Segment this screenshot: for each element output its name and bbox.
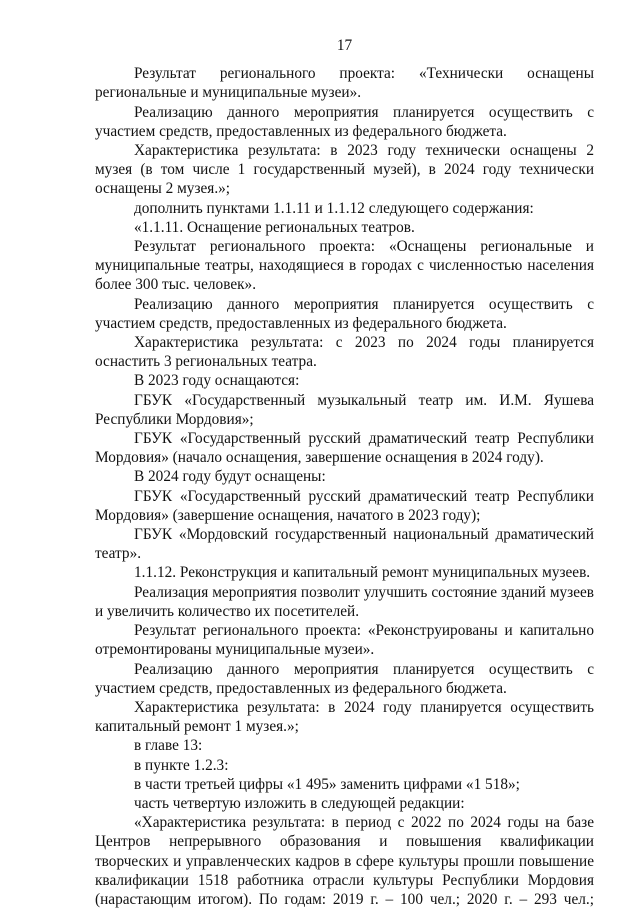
paragraph-funding-2: Реализацию данного мероприятия планируется осуществить с участием средств, предоставленных из федерального бюджета. — [95, 295, 594, 332]
paragraph-improvement: Реализация мероприятия позволит улучшить состояние зданий музеев и увеличить количество их посетителей. — [95, 583, 594, 620]
paragraph-part-four: часть четвертую изложить в следующей редакции: — [134, 794, 465, 812]
paragraph-result-theatres: Результат регионального проекта: «Оснащены региональные и муниципальные театры, находящиеся в городах с численностью населения более 300 тыс. человек». — [95, 238, 594, 294]
document-body — [95, 64, 594, 909]
paragraph-characteristic-training: «Характеристика результата: в период с 2022 по 2024 годы на базе Центров непрерывного образования и повышения квалификации творческих и управленческих кадров в сфере культуры прошли повышение квалификации 1518 работника отрасли культуры Республики Мордовия (нарастающим итогом). По годам: 2019 г. – 100 чел.; 2020 г. – 293 чел.; — [95, 814, 594, 908]
paragraph-theatre-musical: ГБУК «Государственный музыкальный театр им. И.М. Яушева Республики Мордовия»; — [95, 391, 594, 428]
paragraph-characteristic-museums: Характеристика результата: в 2023 году технически оснащены 2 музея (в том числе 1 государственный музей), в 2024 году технически оснащены 2 музея.»; — [95, 142, 594, 198]
paragraph-funding-3: Реализацию данного мероприятия планируется осуществить с участием средств, предоставленных из федерального бюджета. — [95, 660, 594, 697]
paragraph-2023-equipped: В 2023 году оснащаются: — [134, 372, 300, 390]
paragraph-characteristic-theatres: Характеристика результата: с 2023 по 2024 годы планируется оснастить 3 региональных театра. — [95, 334, 594, 371]
paragraph-item-1-1-12: 1.1.12. Реконструкция и капитальный ремонт муниципальных музеев. — [134, 564, 591, 582]
page-number: 17 — [336, 37, 353, 54]
paragraph-replace-numbers: в части третьей цифры «1 495» заменить цифрами «1 518»; — [134, 775, 520, 793]
paragraph-add-items: дополнить пунктами 1.1.11 и 1.1.12 следующего содержания: — [134, 199, 534, 217]
paragraph-theatre-mordovian: ГБУК «Мордовский государственный национальный драматический театр». — [95, 526, 594, 563]
paragraph-point-1-2-3: в пункте 1.2.3: — [134, 756, 229, 774]
paragraph-characteristic-repair: Характеристика результата: в 2024 году планируется осуществить капитальный ремонт 1 музея.»; — [95, 698, 594, 736]
paragraph-result-reconstruction: Результат регионального проекта: «Реконструированы и капитально отремонтированы муниципальные музеи». — [95, 622, 594, 659]
paragraph-item-1-1-11: «1.1.11. Оснащение региональных театров. — [134, 218, 415, 236]
paragraph-chapter-13: в главе 13: — [134, 737, 203, 755]
paragraph-theatre-russian-drama-end: ГБУК «Государственный русский драматический театр Республики Мордовия» (завершение оснащения, начатого в 2023 году); — [95, 487, 594, 524]
paragraph-2024-equipped: В 2024 году будут оснащены: — [134, 468, 326, 486]
paragraph-funding-1: Реализацию данного мероприятия планируется осуществить с участием средств, предоставленных из федерального бюджета. — [95, 103, 594, 140]
paragraph-result-museums: Результат регионального проекта: «Технически оснащены региональные и муниципальные музеи». — [95, 65, 594, 102]
paragraph-theatre-russian-drama-start: ГБУК «Государственный русский драматический театр Республики Мордовия» (начало оснащения, завершение оснащения в 2024 году). — [95, 430, 594, 467]
